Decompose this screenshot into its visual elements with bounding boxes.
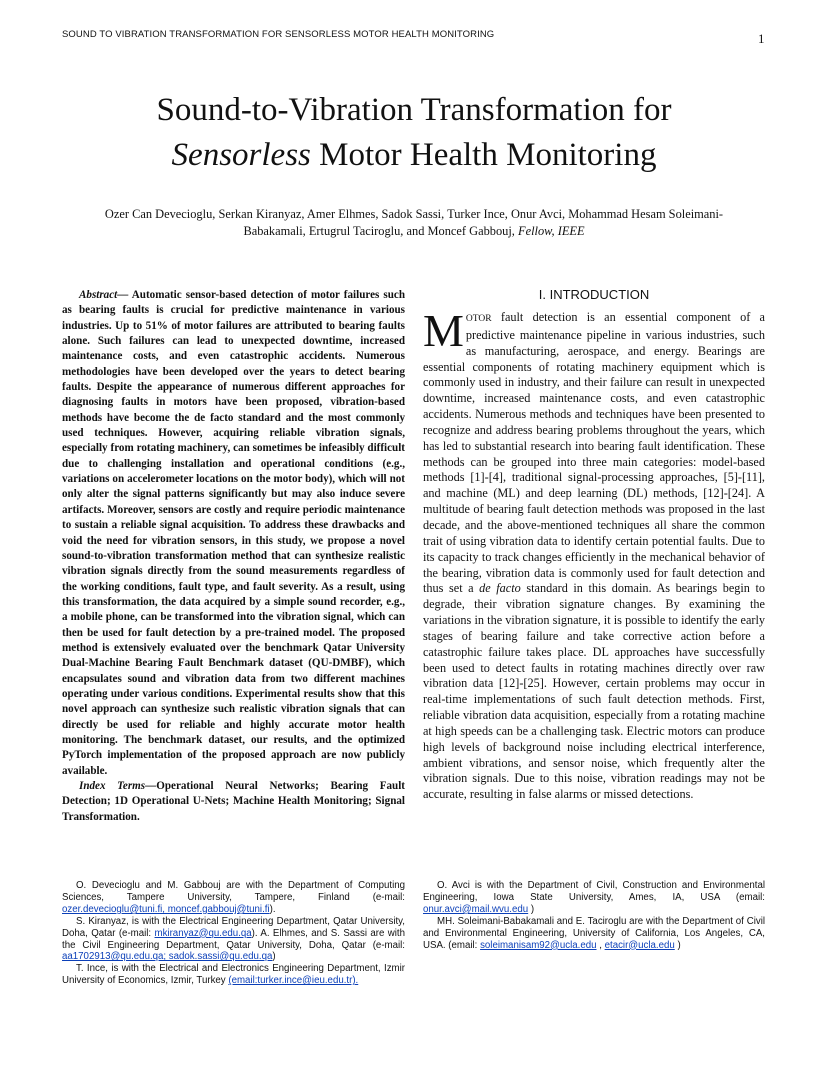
index-terms (62, 779, 405, 825)
introduction-body (423, 305, 765, 803)
footnotes-right (423, 880, 765, 951)
email-link[interactable]: onur.avci@mail.wvu.edu (423, 903, 529, 915)
author-list (80, 206, 748, 240)
email-link[interactable]: etacir@ucla.edu (604, 939, 675, 951)
author-names: Ozer Can Devecioglu, Serkan Kiranyaz, Amer Elhmes, Sadok Sassi, Turker Ince, Onur Avci, Mohammad Hesam Soleimani-Babakamali, Ertugrul Taciroglu, and Moncef Gabbouj, (104, 207, 724, 238)
footnote-kiranyaz (62, 916, 405, 964)
footnote-soleimani (423, 916, 765, 952)
author-fellow: Fellow, IEEE (518, 224, 585, 238)
title-line-2-rest: Motor Health Monitoring (310, 137, 657, 173)
email-link[interactable]: (email:turker.ince@ieu.edu.tr). (228, 975, 359, 987)
intro-text-part-1: fault detection is an essential component of a predictive maintenance pipeline in various industries, such as manufacturing, aerospace, and energy. Bearings are essential components of rotating machinery equipment which is commonly used in industry, and their failure can result in unexpected downtime, increased maintenance costs, and even catastrophic accidents. Numerous methods and techniques have been presented to recognize and address bearing problems throughout the years, which has led to substantial research into bearing fault identification. These methods can be grouped into three main categories: model-based methods [1]-[4], traditional signal-processing approaches, [5]-[11], and machine (ML) and deep learning (DL) methods, [12]-[24]. A multitude of bearing fault detection methods was proposed in the last decade, and the above-mentioned techniques all share the common trait of using vibration data to identify certain potential faults. Due to its capacity to track changes efficiently in the mechanical behavior of the bearing, vibration data is commonly used for fault detection and thus set a (423, 310, 765, 596)
abstract (62, 288, 405, 779)
index-terms-label: Index Terms (79, 780, 146, 792)
footnote-text: T. Ince, is with the Electrical and Electronics Engineering Department, Izmir University of Economics, Izmir, Turkey (62, 963, 405, 987)
footnote-text: ) (272, 951, 276, 963)
title-line-2 (0, 133, 828, 178)
title-italic-word: Sensorless (171, 137, 311, 173)
footnote-avci (423, 880, 765, 916)
intro-text-part-2: standard in this domain. As bearings begin to degrade, their vibration signature changes. By examining the variations in the vibration signature, it is possible to identify the early stages of bearing failure and take corrective action before a catastrophic failure takes place. DL approaches have successfully been used to detect faults in rotating machines directly over raw vibration data [12]-[25]. However, certain problems may occur in real-time implementations of such fault detection methods. First, reliable vibration data acquisition, especially from a rotating machine at high speeds can be a challenging task. Electric motors can produce high levels of background noise including electrical interference, ambient vibrations, and sensor noise, which frequently alter the vibration signals. Due to this noise, vibration readings may not be accurate, resulting in false alarms or missed detections. (423, 581, 765, 802)
footnote-devecioglu (62, 880, 405, 916)
email-link[interactable]: mkiranyaz@qu.edu.qa (154, 927, 252, 939)
footnote-text: ) (674, 939, 681, 951)
abstract-text: Automatic sensor-based detection of motor failures such as bearing faults is crucial for predictive maintenance in various industries. Up to 51% of motor failures are attributed to bearing faults alone. Such failures can lead to unexpected downtime, increased maintenance costs, and even catastrophic accidents. Numerous methodologies have been developed over the years to detect bearing faults. Despite the appearance of numerous different approaches for diagnosing faults in motors have been proposed, vibration-based methods have become the de facto standard and the most commonly used techniques. However, acquiring reliable vibration signals, especially from rotating machinery, can sometimes be infeasibly difficult due to challenging installation and operational conditions (e.g., variations on accelerometer locations on the motor body), which will not only alter the signal patterns significantly but may also induce severe artifacts. Moreover, sensors are costly and require periodic maintenance to sustain a reliable signal acquisition. To address these drawbacks and void the need for vibration sensors, in this study, we propose a novel sound-to-vibration transformation method that can synthesize realistic vibration signals directly from the sound measurements regardless of the working conditions, fault type, and fault severity. As a result, using this transformation, the data acquired by a simple sound recorder, e.g., a mobile phone, can be transformed into the vibration signal, which can then be used for fault detection by a pre-trained model. The proposed method is extensively evaluated over the benchmark Qatar University Dual-Machine Bearing Fault Benchmark dataset (QU-DMBF), which encapsulates sound and vibration data from two different machines operating under various conditions. Experimental results show that this novel approach can synthesize such realistic vibration signals that can directly be used for reliable and highly accurate motor health monitoring. The benchmark dataset, our results, and the optimized PyTorch implementation of the proposed approach are now publicly available. (62, 289, 405, 777)
index-terms-text: —Operational Neural Networks; Bearing Fault Detection; 1D Operational U-Nets; Machine Health Monitoring; Signal Transformation. (62, 780, 405, 823)
paper-title (0, 88, 828, 178)
drop-cap: M (423, 305, 464, 356)
section-heading-introduction: I. INTRODUCTION (538, 287, 650, 302)
footnote-ince (62, 963, 405, 987)
email-link[interactable]: aa1702913@qu.edu.qa; sadok.sassi@qu.edu.qa (62, 951, 273, 963)
footnotes-left (62, 880, 405, 987)
footnote-text: ). A. Elhmes, and S. Sassi are with the Civil Engineering Department, Qatar University, Doha, Qatar (e-mail: (62, 927, 405, 951)
drop-cap-smallcaps: OTOR (465, 314, 492, 324)
footnote-text: O. Avci is with the Department of Civil, Construction and Environmental Engineering, Iowa State University, Ames, IA, USA (email: (423, 880, 765, 903)
footnote-text: MH. Soleimani-Babakamali and E. Taciroglu are with the Department of Civil and Environmental Engineering, University of California, Los Angeles, CA, USA. (email: (423, 915, 765, 951)
footnote-text: ) (528, 903, 535, 915)
footnote-text: ). (269, 903, 276, 915)
email-link[interactable]: ozer.devecioglu@tuni.fi, moncef.gabbouj@tuni.fi (62, 903, 270, 915)
email-link[interactable]: soleimanisam92@ucla.edu (480, 939, 597, 951)
title-line-1: Sound-to-Vibration Transformation for (156, 92, 672, 128)
intro-de-facto: de facto (479, 581, 521, 596)
running-header: SOUND TO VIBRATION TRANSFORMATION FOR SENSORLESS MOTOR HEALTH MONITORING (62, 29, 495, 40)
page-number: 1 (758, 31, 765, 46)
footnote-text: S. Kiranyaz, is with the Electrical Engineering Department, Qatar University, Doha, Qatar (e-mail: (62, 915, 405, 939)
footnote-text: O. Devecioglu and M. Gabbouj are with the Department of Computing Sciences, Tampere University, Tampere, Finland (e-mail: (62, 880, 405, 903)
abstract-label: Abstract— (79, 289, 129, 301)
footnote-text: , (596, 939, 605, 951)
